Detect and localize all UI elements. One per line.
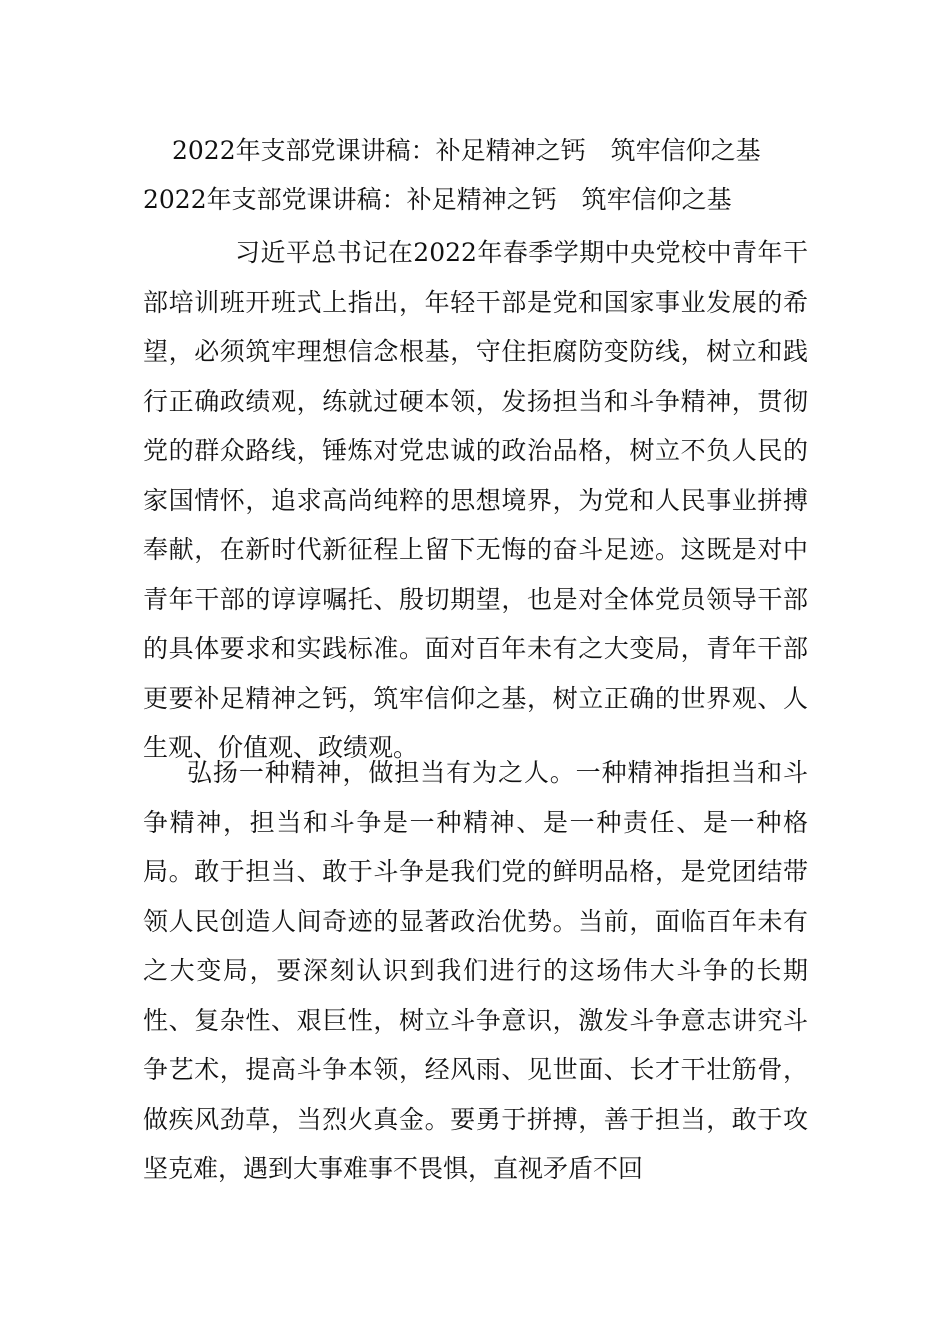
paragraph-intro: 习近平总书记在2022年春季学期中央党校中青年干部培训班开班式上指出，年轻干部是党和国家事业发展的希望，必须筑牢理想信念根基，守住拒腐防变防线，树立和践行正确政绩观，练就过硬本领，发扬担当和斗争精神，贯彻党的群众路线，锤炼对党忠诚的政治品格，树立不负人民的家国情怀，追求高尚纯粹的思想境界，为党和人民事业拼搏奉献，在新时代新征程上留下无悔的奋斗足迹。这既是对中青年干部的谆谆嘱托、殷切期望，也是对全体党员领导干部的具体要求和实践标准。面对百年未有之大变局，青年干部更要补足精神之钙，筑牢信仰之基，树立正确的世界观、人生观、价值观、政绩观。 xyxy=(143,238,808,762)
paragraph-spirit: 弘扬一种精神，做担当有为之人。一种精神指担当和斗争精神，担当和斗争是一种精神、是一种责任、是一种格局。敢于担当、敢于斗争是我们党的鲜明品格，是党团结带领人民创造人间奇迹的显著政治优势。当前，面临百年未有之大变局，要深刻认识到我们进行的这场伟大斗争的长期性、复杂性、艰巨性，树立斗争意识，激发斗争意志讲究斗争艺术，提高斗争本领，经风雨、见世面、长才干壮筋骨，做疾风劲草，当烈火真金。要勇于拼搏，善于担当，敢于攻坚克难，遇到大事难事不畏惧，直视矛盾不回 xyxy=(143,758,808,1183)
document-subtitle: 2022年支部党课讲稿：补足精神之钙 筑牢信仰之基 xyxy=(143,185,732,214)
document-title: 2022年支部党课讲稿：补足精神之钙 筑牢信仰之基 xyxy=(172,136,761,165)
